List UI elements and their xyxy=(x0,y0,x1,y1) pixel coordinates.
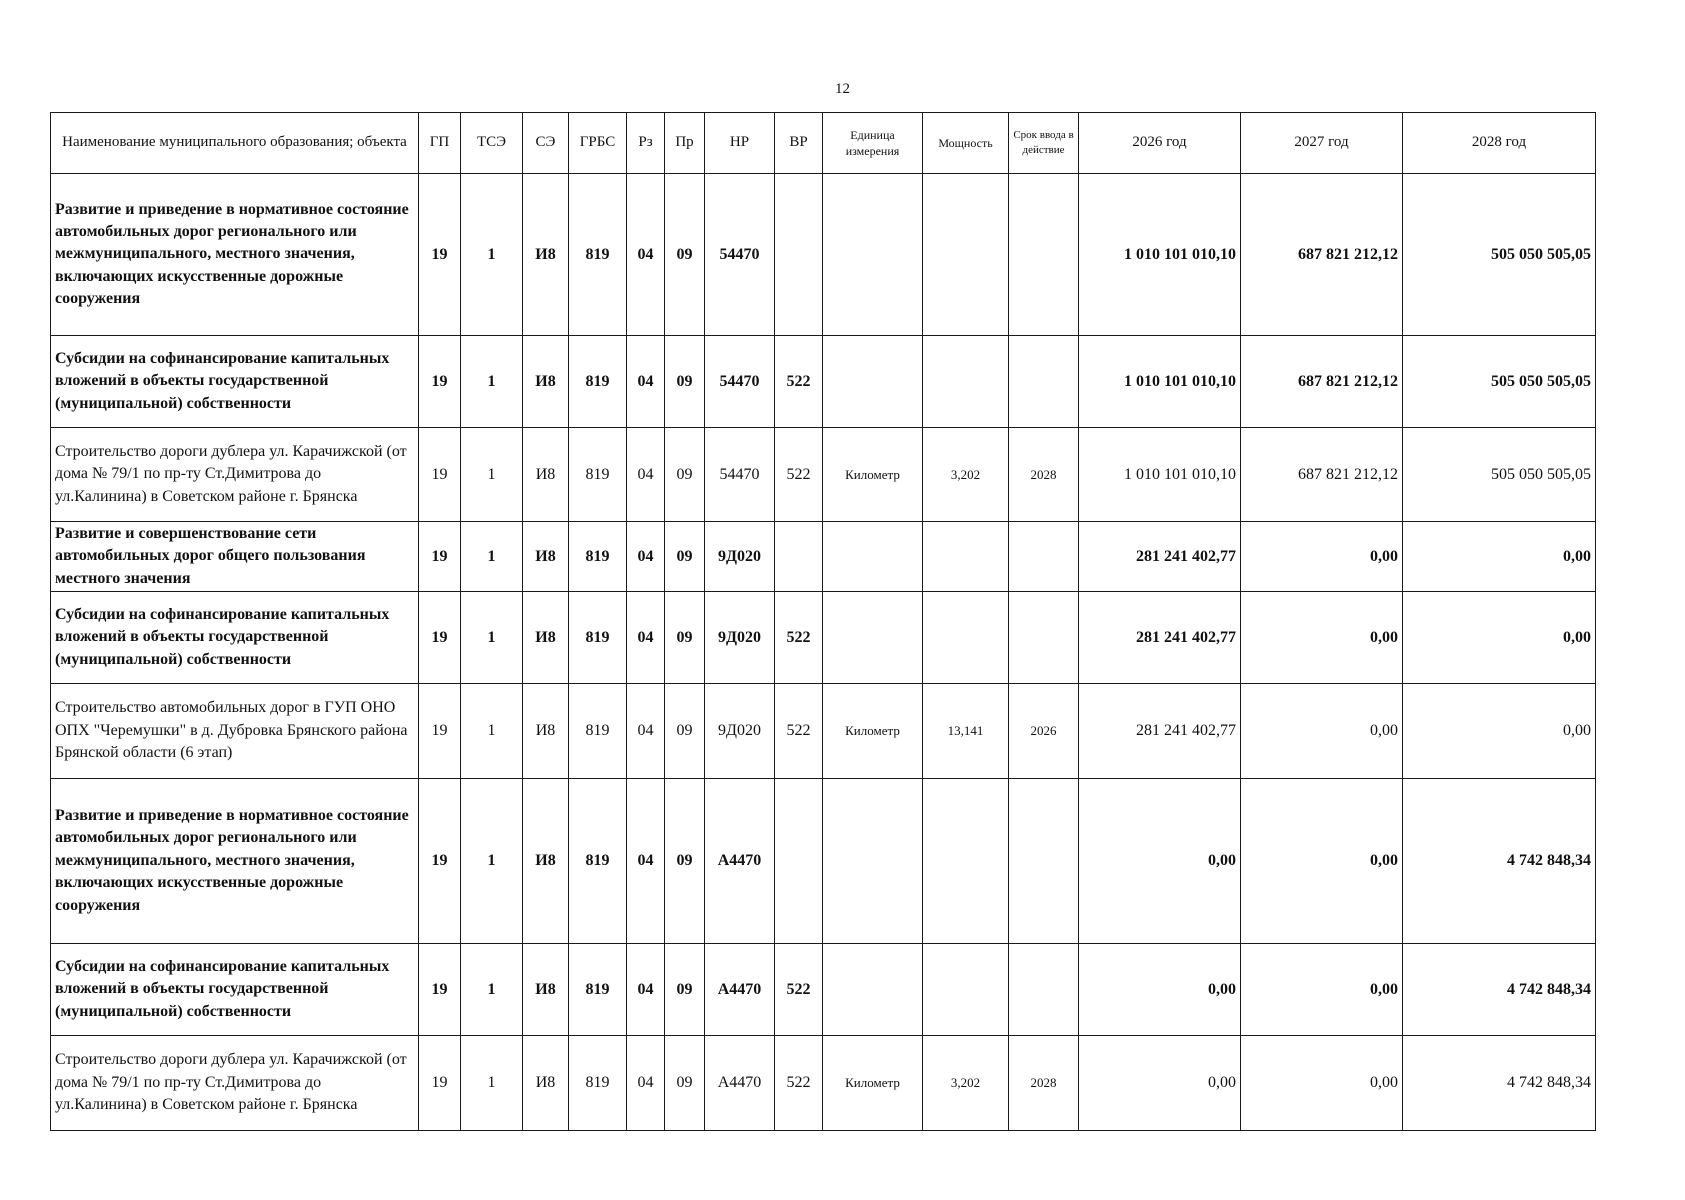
unit-cell: Километр xyxy=(823,1036,923,1131)
vr-cell xyxy=(775,174,823,336)
table-row xyxy=(51,779,1596,944)
amount-2026: 0,00 xyxy=(1079,1036,1241,1131)
nr-cell: 9Д020 xyxy=(705,592,775,684)
gp-cell: 19 xyxy=(419,522,461,592)
capacity-cell xyxy=(923,174,1009,336)
vr-cell: 522 xyxy=(775,592,823,684)
object-name: Субсидии на софинансирование капитальных вложений в объекты государственной (муниципальной) собственности xyxy=(51,944,419,1036)
budget-table xyxy=(50,112,1596,1131)
capacity-cell xyxy=(923,522,1009,592)
amount-2026: 0,00 xyxy=(1079,944,1241,1036)
vr-cell xyxy=(775,522,823,592)
term-cell: 2026 xyxy=(1009,684,1079,779)
gp-cell: 19 xyxy=(419,336,461,428)
grbs-cell: 819 xyxy=(569,336,627,428)
tse-cell: 1 xyxy=(461,428,523,522)
amount-2026: 281 241 402,77 xyxy=(1079,684,1241,779)
unit-cell xyxy=(823,336,923,428)
table-row xyxy=(51,684,1596,779)
amount-2028: 4 742 848,34 xyxy=(1403,1036,1596,1131)
tse-cell: 1 xyxy=(461,684,523,779)
amount-2026: 281 241 402,77 xyxy=(1079,592,1241,684)
gp-cell: 19 xyxy=(419,944,461,1036)
rz-cell: 04 xyxy=(627,522,665,592)
gp-cell: 19 xyxy=(419,684,461,779)
tse-cell: 1 xyxy=(461,174,523,336)
amount-2026: 1 010 101 010,10 xyxy=(1079,174,1241,336)
tse-cell: 1 xyxy=(461,592,523,684)
gp-cell: 19 xyxy=(419,592,461,684)
tse-cell: 1 xyxy=(461,336,523,428)
se-cell: И8 xyxy=(523,1036,569,1131)
amount-2028: 505 050 505,05 xyxy=(1403,174,1596,336)
unit-cell xyxy=(823,944,923,1036)
amount-2028: 0,00 xyxy=(1403,522,1596,592)
se-cell: И8 xyxy=(523,522,569,592)
vr-cell: 522 xyxy=(775,944,823,1036)
pr-cell: 09 xyxy=(665,944,705,1036)
unit-cell xyxy=(823,522,923,592)
capacity-cell xyxy=(923,592,1009,684)
term-cell xyxy=(1009,592,1079,684)
vr-cell: 522 xyxy=(775,1036,823,1131)
pr-cell: 09 xyxy=(665,174,705,336)
capacity-cell xyxy=(923,779,1009,944)
pr-cell: 09 xyxy=(665,428,705,522)
header-unit: Единица измерения xyxy=(823,113,923,174)
header-pr: Пр xyxy=(665,113,705,174)
nr-cell: 9Д020 xyxy=(705,684,775,779)
rz-cell: 04 xyxy=(627,944,665,1036)
header-rz: Рз xyxy=(627,113,665,174)
header-2027: 2027 год xyxy=(1241,113,1403,174)
table-row xyxy=(51,1036,1596,1131)
grbs-cell: 819 xyxy=(569,779,627,944)
header-2028: 2028 год xyxy=(1403,113,1596,174)
vr-cell: 522 xyxy=(775,428,823,522)
object-name: Субсидии на софинансирование капитальных вложений в объекты государственной (муниципальной) собственности xyxy=(51,336,419,428)
object-name: Развитие и приведение в нормативное состояние автомобильных дорог регионального или межмуниципального, местного значения, включающих искусственные дорожные сооружения xyxy=(51,779,419,944)
amount-2027: 0,00 xyxy=(1241,592,1403,684)
amount-2026: 0,00 xyxy=(1079,779,1241,944)
nr-cell: 54470 xyxy=(705,336,775,428)
object-name: Развитие и приведение в нормативное состояние автомобильных дорог регионального или межмуниципального, местного значения, включающих искусственные дорожные сооружения xyxy=(51,174,419,336)
pr-cell: 09 xyxy=(665,684,705,779)
grbs-cell: 819 xyxy=(569,522,627,592)
capacity-cell xyxy=(923,944,1009,1036)
table-row xyxy=(51,944,1596,1036)
vr-cell: 522 xyxy=(775,684,823,779)
table-row xyxy=(51,174,1596,336)
rz-cell: 04 xyxy=(627,336,665,428)
rz-cell: 04 xyxy=(627,174,665,336)
amount-2027: 0,00 xyxy=(1241,522,1403,592)
term-cell xyxy=(1009,779,1079,944)
nr-cell: 54470 xyxy=(705,428,775,522)
grbs-cell: 819 xyxy=(569,592,627,684)
amount-2026: 281 241 402,77 xyxy=(1079,522,1241,592)
nr-cell: А4470 xyxy=(705,944,775,1036)
se-cell: И8 xyxy=(523,944,569,1036)
amount-2028: 505 050 505,05 xyxy=(1403,336,1596,428)
nr-cell: А4470 xyxy=(705,1036,775,1131)
header-term: Срок ввода в действие xyxy=(1009,113,1079,174)
object-name: Субсидии на софинансирование капитальных вложений в объекты государственной (муниципальной) собственности xyxy=(51,592,419,684)
header-vr: ВР xyxy=(775,113,823,174)
amount-2028: 4 742 848,34 xyxy=(1403,944,1596,1036)
header-row xyxy=(51,113,1596,174)
se-cell: И8 xyxy=(523,174,569,336)
table-row xyxy=(51,592,1596,684)
grbs-cell: 819 xyxy=(569,1036,627,1131)
amount-2028: 0,00 xyxy=(1403,684,1596,779)
amount-2027: 687 821 212,12 xyxy=(1241,174,1403,336)
gp-cell: 19 xyxy=(419,428,461,522)
term-cell xyxy=(1009,174,1079,336)
nr-cell: 54470 xyxy=(705,174,775,336)
header-gp: ГП xyxy=(419,113,461,174)
table-row xyxy=(51,428,1596,522)
term-cell: 2028 xyxy=(1009,428,1079,522)
header-grbs: ГРБС xyxy=(569,113,627,174)
unit-cell xyxy=(823,779,923,944)
object-name: Строительство дороги дублера ул. Карачижской (от дома № 79/1 по пр-ту Ст.Димитрова до ул.Калинина) в Советском районе г. Брянска xyxy=(51,428,419,522)
capacity-cell: 3,202 xyxy=(923,428,1009,522)
rz-cell: 04 xyxy=(627,592,665,684)
amount-2028: 4 742 848,34 xyxy=(1403,779,1596,944)
grbs-cell: 819 xyxy=(569,944,627,1036)
object-name: Развитие и совершенствование сети автомобильных дорог общего пользования местного значения xyxy=(51,522,419,592)
capacity-cell: 3,202 xyxy=(923,1036,1009,1131)
term-cell: 2028 xyxy=(1009,1036,1079,1131)
rz-cell: 04 xyxy=(627,779,665,944)
gp-cell: 19 xyxy=(419,174,461,336)
amount-2026: 1 010 101 010,10 xyxy=(1079,428,1241,522)
rz-cell: 04 xyxy=(627,1036,665,1131)
amount-2027: 0,00 xyxy=(1241,684,1403,779)
table-row xyxy=(51,522,1596,592)
amount-2027: 687 821 212,12 xyxy=(1241,336,1403,428)
header-tse: ТСЭ xyxy=(461,113,523,174)
amount-2026: 1 010 101 010,10 xyxy=(1079,336,1241,428)
amount-2028: 505 050 505,05 xyxy=(1403,428,1596,522)
term-cell xyxy=(1009,336,1079,428)
tse-cell: 1 xyxy=(461,944,523,1036)
amount-2027: 0,00 xyxy=(1241,779,1403,944)
pr-cell: 09 xyxy=(665,592,705,684)
capacity-cell: 13,141 xyxy=(923,684,1009,779)
term-cell xyxy=(1009,522,1079,592)
grbs-cell: 819 xyxy=(569,428,627,522)
nr-cell: 9Д020 xyxy=(705,522,775,592)
se-cell: И8 xyxy=(523,428,569,522)
se-cell: И8 xyxy=(523,336,569,428)
unit-cell: Километр xyxy=(823,684,923,779)
header-name: Наименование муниципального образования; объекта xyxy=(51,113,419,174)
pr-cell: 09 xyxy=(665,522,705,592)
gp-cell: 19 xyxy=(419,779,461,944)
unit-cell: Километр xyxy=(823,428,923,522)
pr-cell: 09 xyxy=(665,336,705,428)
header-capacity: Мощность xyxy=(923,113,1009,174)
se-cell: И8 xyxy=(523,592,569,684)
header-se: СЭ xyxy=(523,113,569,174)
table-row xyxy=(51,336,1596,428)
header-nr: НР xyxy=(705,113,775,174)
amount-2027: 687 821 212,12 xyxy=(1241,428,1403,522)
object-name: Строительство дороги дублера ул. Карачижской (от дома № 79/1 по пр-ту Ст.Димитрова до ул.Калинина) в Советском районе г. Брянска xyxy=(51,1036,419,1131)
unit-cell xyxy=(823,592,923,684)
rz-cell: 04 xyxy=(627,684,665,779)
grbs-cell: 819 xyxy=(569,174,627,336)
amount-2027: 0,00 xyxy=(1241,1036,1403,1131)
se-cell: И8 xyxy=(523,779,569,944)
nr-cell: А4470 xyxy=(705,779,775,944)
tse-cell: 1 xyxy=(461,522,523,592)
page-number: 12 xyxy=(835,81,850,97)
pr-cell: 09 xyxy=(665,1036,705,1131)
tse-cell: 1 xyxy=(461,1036,523,1131)
amount-2027: 0,00 xyxy=(1241,944,1403,1036)
capacity-cell xyxy=(923,336,1009,428)
pr-cell: 09 xyxy=(665,779,705,944)
se-cell: И8 xyxy=(523,684,569,779)
vr-cell xyxy=(775,779,823,944)
term-cell xyxy=(1009,944,1079,1036)
unit-cell xyxy=(823,174,923,336)
object-name: Строительство автомобильных дорог в ГУП ОНО ОПХ "Черемушки" в д. Дубровка Брянского района Брянской области (6 этап) xyxy=(51,684,419,779)
amount-2028: 0,00 xyxy=(1403,592,1596,684)
rz-cell: 04 xyxy=(627,428,665,522)
grbs-cell: 819 xyxy=(569,684,627,779)
gp-cell: 19 xyxy=(419,1036,461,1131)
vr-cell: 522 xyxy=(775,336,823,428)
tse-cell: 1 xyxy=(461,779,523,944)
header-2026: 2026 год xyxy=(1079,113,1241,174)
